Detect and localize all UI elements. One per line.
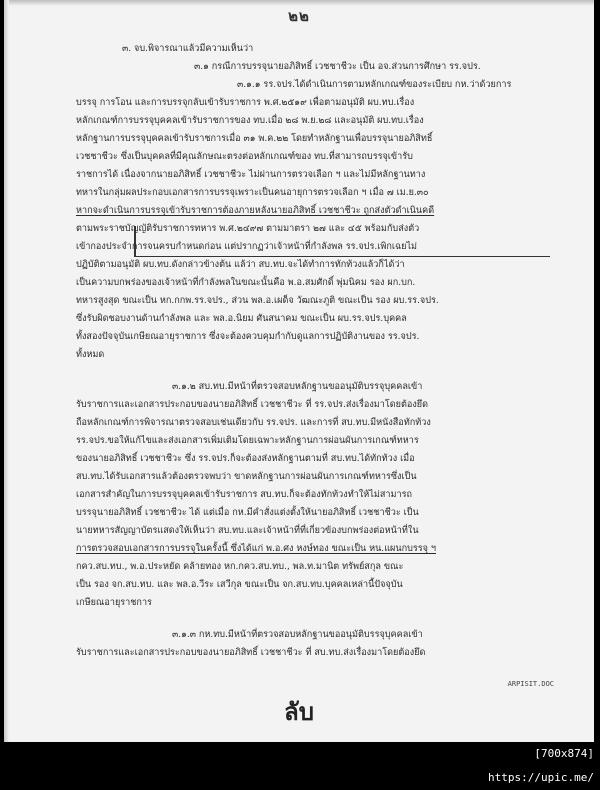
- underlined-line: การตรวจสอบเอกสารการบรรจุในครั้งนี้ ซึ่งได้แก่ พ.อ.ศง หงษ์ทอง ขณะเป็น หน.แผนกบรรจุ ฯ: [76, 544, 436, 554]
- text-line: ราชการได้ เนื่องจากนายอภิสิทธิ์ เวชชาชีวะ ไม่ผ่านการตรวจเลือก ฯ และไม่มีหลักฐานทาง: [76, 170, 426, 180]
- text-line: ถือหลักเกณฑ์การพิจารณาตรวจสอบเช่นเดียวกับ รร.จปร. และการที่ สบ.ทบ.มีหนังสือทักท้วง: [76, 418, 431, 428]
- text-line: สบ.ทบ.ได้รับเอกสารแล้วต้องตรวจพบว่า ขาดหลักฐานการผ่อนผันการเกณฑ์ทหารซึ่งเป็น: [76, 472, 417, 482]
- text-line: เวชชาชีวะ ซึ่งเป็นบุคคลที่มีคุณลักษณะตรงต่อหลักเกณฑ์ของ ทบ.ที่สามารถบรรจุเข้ารับ: [76, 152, 413, 162]
- text-line: รับราชการและเอกสารประกอบของนายอภิสิทธิ์ เวชชาชีวะ ที่ สบ.ทบ.ส่งเรื่องมาโดยต้องยึด: [76, 648, 426, 658]
- text-line: หลักฐานการบรรจุบุคคลเข้ารับราชการเมื่อ ๓๑ พ.ค.๒๒ โดยทำหลักฐานเพื่อบรรจุนายอภิสิทธิ์: [76, 134, 433, 144]
- text-line: ทั้งหมด: [76, 350, 105, 360]
- section-heading: ๓. จบ.พิจารณาแล้วมีความเห็นว่า: [122, 44, 254, 54]
- text-line: เป็นความบกพร่องของเจ้าหน้าที่กำลังพลในขณะนั้นคือ พ.อ.สมศักดิ์ พุ่มนิคม รอง ผก.บก.: [76, 278, 416, 288]
- file-code: ARPISIT.DOC: [507, 680, 554, 688]
- document-page: [4, 0, 594, 742]
- text-line: ปฏิบัติตามอนุมัติ ผบ.ทบ.ดังกล่าวข้างต้น แล้ว่า สบ.ทบ.จะได้ทำการทักท้วงแล้วก็ได้ว่า: [76, 260, 405, 270]
- text-line: รร.จปร.ขอให้แก้ไขและส่งเอกสารเพิ่มเติมโดยเฉพาะหลักฐานการผ่อนผันการเกณฑ์ทหาร: [76, 436, 419, 446]
- text-line: ตามพระราชบัญญัติรับราชการทหาร พ.ศ.๒๔๙๗ ตามมาตรา ๒๗ และ ๔๕ พร้อมกับส่งตัว: [76, 224, 420, 234]
- text-line: เอกสารสำคัญในการบรรจุบุคคลเข้ารับราชการ สบ.ทบ.ก็จะต้องทักท้วงทำให้ไม่สามารถ: [76, 490, 412, 500]
- text-line: รับราชการและเอกสารประกอบของนายอภิสิทธิ์ เวชชาชีวะ ที่ รร.จปร.ส่งเรื่องมาโดยต้องยึด: [76, 400, 429, 410]
- text-line: บรรจุนายอภิสิทธิ์ เวชชาชีวะ ได้ แต่เมื่อ กห.มีคำสั่งแต่งตั้งให้นายอภิสิทธิ์ เวชชาชีวะ เป็น: [76, 508, 419, 518]
- text-line: ๓.๑ กรณีการบรรจุนายอภิสิทธิ์ เวชชาชีวะ เป็น อจ.ส่วนการศึกษา รร.จปร.: [194, 62, 481, 72]
- text-line: ทหารในกลุ่มผลประกอบเอกสารการบรรจุเพราะเป็นคนอายุการตรวจเลือก ฯ เมื่อ ๗ เม.ย.๓๐: [76, 188, 429, 198]
- text-line: ๓.๑.๓ กห.ทบ.มีหน้าที่ตรวจสอบหลักฐานขออนุมัติบรรจุบุคคลเข้า: [172, 630, 423, 640]
- page-header-mark: ๒๒: [288, 7, 310, 25]
- text-line: บรรจุ การโอน และการบรรจุกลับเข้ารับราชการ พ.ศ.๒๕๑๙ เพื่อตามอนุมัติ ผบ.ทบ.เรื่อง: [76, 98, 415, 108]
- watermark-label: [700x874] https://upic.me/: [440, 742, 600, 766]
- text-line: ซึ่งรับผิดชอบงานด้านกำลังพล และ พล.อ.นิยม ศันสนาคม ขณะเป็น ผบ.รร.จปร.บุคคล: [76, 314, 407, 324]
- classification-stamp: ลับ: [284, 698, 314, 726]
- text-line: กคว.สบ.ทบ., พ.อ.ประหยัด คล้ายทอง หก.กคว.สบ.ทบ., พล.ท.มานิต ทรัพย์สกุล ขณะ: [76, 562, 404, 572]
- text-line: ทั้งสองปัจจุบันเกษียณอายุราชการ ซึ่งจะต้องควบคุมกำกับดูแลการปฏิบัติงานของ รร.จปร.: [76, 332, 420, 342]
- text-line: ๓.๑.๒ สบ.ทบ.มีหน้าที่ตรวจสอบหลักฐานขออนุมัติบรรจุบุคคลเข้า: [172, 382, 423, 392]
- text-line: เกษียณอายุราชการ: [76, 598, 152, 608]
- text-line: ทหารสูงสุด ขณะเป็น หก.กกพ.รร.จปร., ส่วน พล.อ.เผด็จ วัฒณะภูติ ขณะเป็น รอง ผบ.รร.จปร.: [76, 296, 439, 306]
- text-line: นายทหารสัญญาบัตรแสดงให้เห็นว่า สบ.ทบ.และเจ้าหน้าที่ที่เกี่ยวข้องบกพร่องต่อหน้าที่ใน: [76, 526, 419, 536]
- underlined-line: หากจะดำเนินการบรรจุเข้ารับราชการต้องภายหลังนายอภิสิทธิ์ เวชชาชีวะ ถูกส่งตัวดำเนินคดี: [76, 206, 435, 216]
- text-line: ของนายอภิสิทธิ์ เวชชาชีวะ ซึ่ง รร.จปร.ก็จะต้องส่งหลักฐานตามที่ สบ.ทบ.ได้ทักท้วง เมื่อ: [76, 454, 415, 464]
- text-line: เข้ากองประจำการจนครบกำหนดก่อน แต่ปรากฏว่าเจ้าหน้าที่กำลังพล รร.จปร.เพิกเฉยไม่: [76, 242, 418, 252]
- text-line: ๓.๑.๑ รร.จปร.ได้ดำเนินการตามหลักเกณฑ์ของระเบียบ กห.ว่าด้วยการ: [237, 80, 512, 90]
- text-line: หลักเกณฑ์การบรรจุบุคคลเข้ารับราชการของ ทบ.เมื่อ ๒๘ พ.ย.๒๘ และอนุมัติ ผบ.ทบ.เรื่อง: [76, 116, 424, 126]
- text-line: เป็น รอง จก.สบ.ทบ. และ พล.อ.วีระ เสวีกุล ขณะเป็น จก.สบ.ทบ.บุคคลเหล่านี้ปัจจุบัน: [76, 580, 403, 590]
